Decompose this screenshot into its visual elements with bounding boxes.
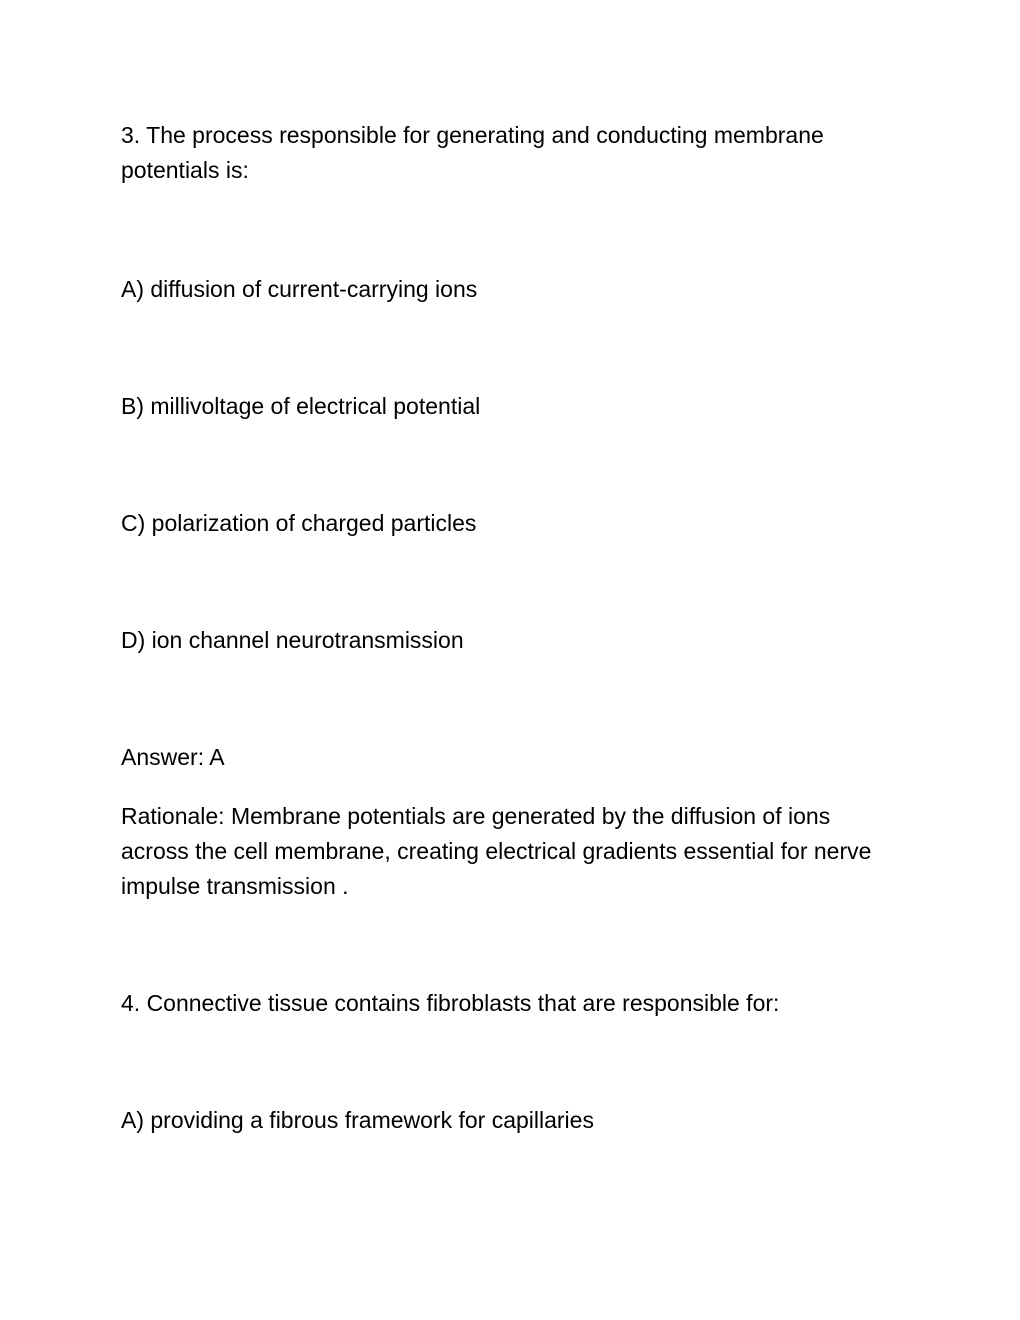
question-3-option-a: A) diffusion of current-carrying ions (121, 276, 478, 302)
question-3-option-d: D) ion channel neurotransmission (121, 627, 464, 653)
question-3-answer: Answer: A (121, 744, 225, 770)
question-3-stem: 3. The process responsible for generating and conducting membrane potentials is: (121, 122, 824, 183)
question-3-rationale: Rationale: Membrane potentials are generated by the diffusion of ions across the cell membrane, creating electrical gradients essential for nerve impulse transmission . (121, 803, 872, 899)
question-4-stem: 4. Connective tissue contains fibroblasts that are responsible for: (121, 990, 780, 1016)
question-3-option-b: B) millivoltage of electrical potential (121, 393, 481, 419)
question-4-option-a: A) providing a fibrous framework for capillaries (121, 1107, 594, 1133)
question-3-option-c: C) polarization of charged particles (121, 510, 477, 536)
